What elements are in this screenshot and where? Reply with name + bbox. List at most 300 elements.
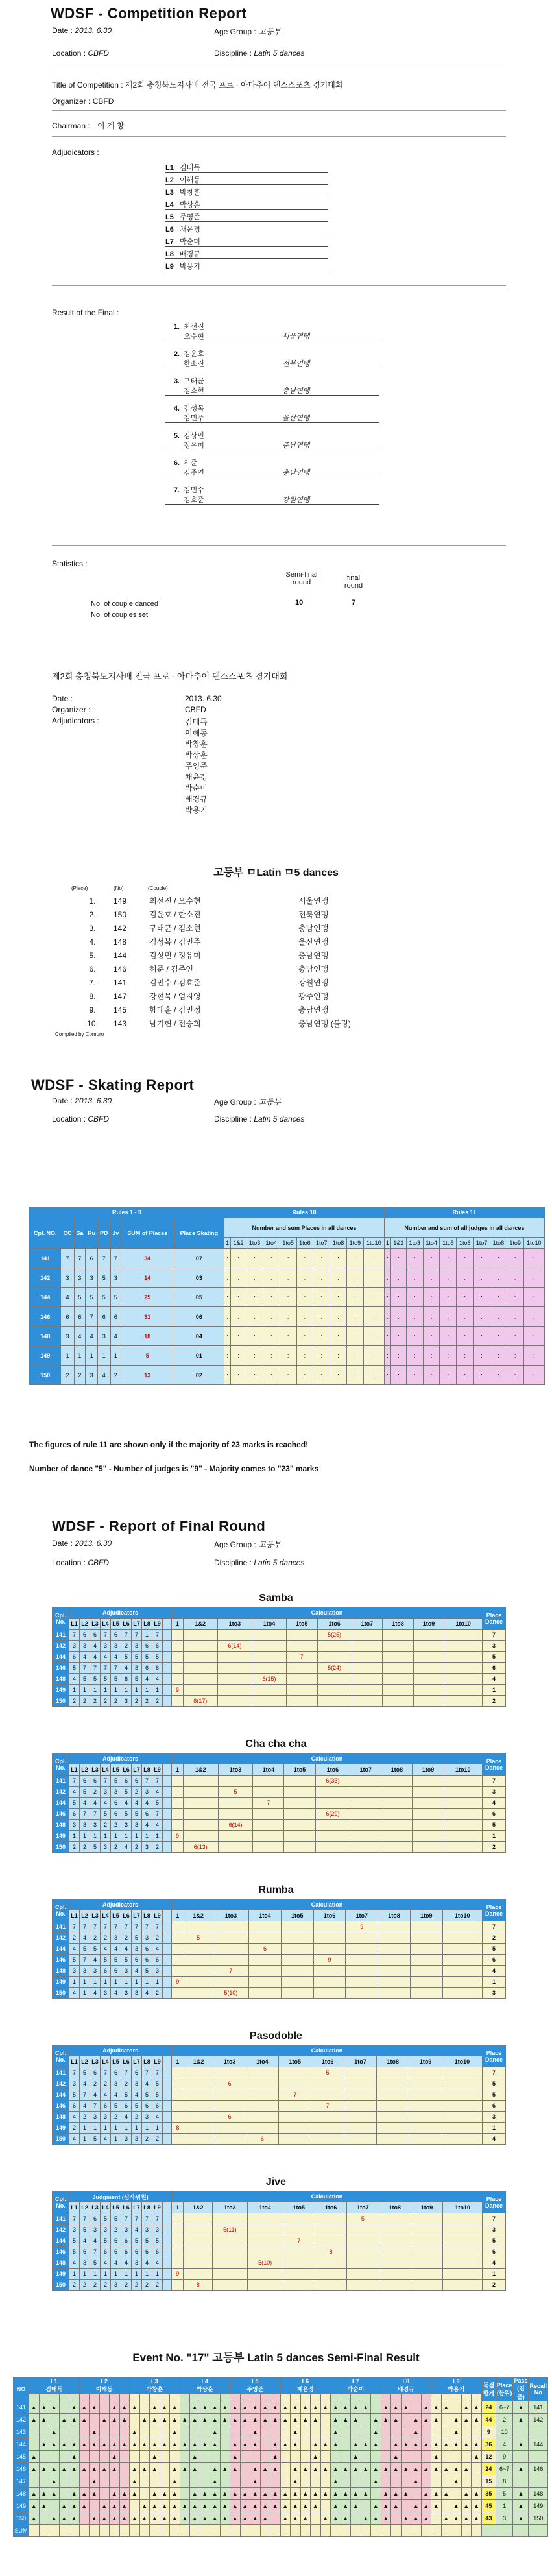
summary-row	[71, 921, 435, 935]
sk-r11-cell: :	[384, 1249, 390, 1268]
sk-r11-cell: :	[490, 1249, 507, 1268]
sf-dance-subcol	[79, 2394, 90, 2401]
sf-mark-cell: ▲	[270, 2500, 281, 2512]
sf-mark-cell: ▲	[49, 2475, 60, 2488]
sf-mark-cell	[361, 2426, 371, 2438]
sf-mark-cell	[351, 2475, 361, 2488]
fr-calc-col: 1to10	[442, 2056, 482, 2067]
sf-mark-cell: ▲	[110, 2438, 120, 2451]
sk-calc-col: 1to4	[423, 1238, 440, 1249]
fr-calc-cell	[443, 2280, 483, 2291]
sf-mark-cell: ▲	[300, 2414, 311, 2426]
fr-calc-cell	[172, 1809, 184, 1820]
fr-calc-cell	[184, 2078, 213, 2089]
fr-mark: 1	[111, 2123, 121, 2134]
sk-dance-place: 7	[74, 1249, 86, 1268]
fr-mark: 7	[132, 1921, 142, 1932]
sf-mark-cell: ▲	[351, 2500, 361, 2512]
sf-mark-cell	[139, 2451, 150, 2463]
fr-mark: 3	[101, 1988, 111, 1999]
fr-age-label: Age Group :	[214, 1540, 256, 1549]
sf-mark-cell: ▲	[421, 2401, 431, 2414]
fr-calc-cell	[281, 1944, 313, 1955]
sk-calc-col: 1	[384, 1238, 390, 1249]
fr-mark: 4	[111, 1652, 121, 1663]
fr-mark: 5	[69, 2246, 80, 2257]
fr-calc-col: 1to6	[311, 2056, 344, 2067]
sf-row	[14, 2488, 548, 2500]
sf-mark-cell	[29, 2475, 40, 2488]
sk-dance-place: 1	[61, 1346, 74, 1366]
fr-calc-cell	[213, 2269, 248, 2280]
fr-calc-value: 9	[175, 1687, 179, 1693]
fr-calc-cell	[413, 1787, 444, 1798]
fr-mark: 5	[90, 1944, 101, 1955]
fr-calc-col: 1&2	[183, 1764, 218, 1776]
sf-dance-subcol	[270, 2394, 281, 2401]
sf-place: 10	[496, 2426, 513, 2438]
sf-mark-cell: ▲	[180, 2463, 190, 2475]
fr-calc-col: 1	[172, 2056, 184, 2067]
fr-calc-cell	[172, 1932, 184, 1944]
sf-mark-cell	[59, 2426, 69, 2438]
fr-mark: 2	[121, 2280, 132, 2291]
sf-mark-cell	[139, 2488, 150, 2500]
fr-mark: 3	[121, 1988, 132, 1999]
fr-calc-cell	[287, 1630, 318, 1641]
fr-calc-cell	[409, 2089, 442, 2101]
sf-recall	[529, 2426, 548, 2438]
fr-mark: 4	[90, 1652, 101, 1663]
adjudicator-code: L8	[165, 250, 174, 258]
fr-mark: 3	[152, 1966, 163, 1977]
sf-mark-cell: ▲	[250, 2500, 261, 2512]
sf-dance-subcol	[411, 2394, 422, 2401]
fr-mark: 3	[121, 2134, 132, 2145]
sf-mark-cell: ▲	[270, 2438, 281, 2451]
fr-mark: 7	[80, 1921, 90, 1932]
fr-mark: 1	[111, 2269, 121, 2280]
fr-mark: 1	[111, 1831, 121, 1842]
fr-calc-cell	[315, 2235, 346, 2246]
fr-calc-cell	[383, 1685, 414, 1696]
sf-dance-subcol	[391, 2394, 402, 2401]
summary-no: 143	[114, 1018, 127, 1028]
sk-r10-cell: :	[280, 1249, 296, 1268]
dance-row	[53, 1641, 506, 1652]
semi-final-table	[13, 2377, 548, 2537]
sf-sum-cell	[150, 2525, 160, 2537]
fr-spacer	[163, 2246, 172, 2257]
fr-place-value: 7	[483, 2213, 506, 2224]
sf-mark-cell	[139, 2426, 150, 2438]
fr-calc-header: Calculation	[172, 1753, 483, 1764]
fr-spacer	[163, 2235, 172, 2246]
divider	[52, 136, 506, 137]
fr-calc-cell	[183, 1798, 218, 1809]
summary-couple: 구태균 / 김소현	[149, 924, 201, 933]
summary-club: 충남연맹	[298, 1005, 329, 1015]
fr-mark: 1	[90, 2269, 101, 2280]
fr-mark: 6	[142, 1641, 152, 1652]
fr-mark: 5	[152, 1798, 163, 1809]
sf-mark-cell: ▲	[170, 2426, 180, 2438]
fr-mark: 6	[111, 2235, 121, 2246]
sk-r11-cell: :	[474, 1327, 490, 1346]
sf-dance-subcol	[110, 2394, 120, 2401]
fr-calc-cell	[184, 2224, 213, 2235]
sf-mark-cell	[210, 2451, 221, 2463]
fr-judge-col: L2	[80, 2056, 90, 2067]
sk-r10-cell: :	[330, 1346, 347, 1366]
fr-calc-cell	[442, 1977, 482, 1988]
sk-dance-header: Jv	[110, 1218, 121, 1249]
fr-mark: 7	[132, 2213, 142, 2224]
sf-total-header: 득점 합계	[481, 2377, 496, 2401]
final-result-row	[165, 485, 386, 505]
sf-judge-name: 박순미	[347, 2386, 365, 2393]
fr-calc-cell	[213, 2246, 248, 2257]
sk-r11-cell: :	[440, 1288, 457, 1307]
fr-calc-cell	[409, 2078, 442, 2089]
sf-mark-cell: ▲	[190, 2463, 200, 2475]
fr-calc-value: 7	[300, 1654, 304, 1660]
sf-mark-cell: ▲	[220, 2500, 230, 2512]
fr-place-value: 7	[483, 1776, 506, 1787]
fr-calc-cell	[350, 1820, 381, 1831]
fr-mark: 5	[132, 1674, 142, 1685]
sf-mark-cell	[472, 2426, 482, 2438]
fr-calc-cell	[377, 2134, 409, 2145]
fr-calc-cell	[249, 1921, 282, 1932]
sf-mark-cell	[391, 2426, 402, 2438]
sf-mark-cell: ▲	[160, 2500, 170, 2512]
fr-place-value: 1	[483, 1685, 506, 1696]
fr-cpl-no: 150	[53, 1696, 69, 1707]
fr-calc-cell	[311, 2112, 344, 2123]
sf-mark-cell	[351, 2512, 361, 2525]
dance-row	[53, 1932, 506, 1944]
fr-mark: 2	[80, 1842, 90, 1853]
sf-no: 150	[14, 2512, 29, 2525]
fr-calc-cell	[347, 2269, 379, 2280]
sf-mark-cell: ▲	[291, 2401, 301, 2414]
sf-mark-cell: ▲	[361, 2401, 371, 2414]
fr-calc-cell	[172, 1696, 184, 1707]
fr-mark: 6	[111, 1630, 121, 1641]
sf-mark-cell: ▲	[49, 2463, 60, 2475]
fr-calc-col: 1&2	[184, 2202, 213, 2213]
fr-calc-cell	[284, 1820, 315, 1831]
sf-mark-cell: ▲	[69, 2401, 80, 2414]
fr-calc-col: 1	[172, 2202, 184, 2213]
fr-calc-cell	[381, 1787, 413, 1798]
sf-mark-cell: ▲	[200, 2438, 210, 2451]
fr-calc-cell	[442, 1966, 482, 1977]
sk-calc-col: 1to8	[330, 1238, 347, 1249]
sf-mark-cell: ▲	[130, 2488, 140, 2500]
sf-mark-cell: ▲	[270, 2463, 281, 2475]
fr-mark: 3	[101, 1842, 111, 1853]
sf-sum-cell	[441, 2525, 451, 2537]
fr-mark: 3	[132, 2078, 142, 2089]
fr-mark: 4	[132, 2089, 142, 2101]
fr-mark: 2	[132, 2112, 142, 2123]
sk-dance-place: 1	[74, 1346, 86, 1366]
sf-mark-cell	[250, 2451, 261, 2463]
sk-calc-col: 1&2	[390, 1238, 406, 1249]
summary-no: 141	[114, 978, 127, 987]
sf-mark-cell: ▲	[99, 2500, 110, 2512]
sf-judge-header	[280, 2377, 331, 2394]
fr-mark: 1	[90, 1831, 101, 1842]
fr-calc-cell	[213, 2280, 248, 2291]
sf-mark-cell: ▲	[250, 2463, 261, 2475]
fr-calc-cell	[410, 1921, 442, 1932]
fr-mark: 4	[132, 1798, 142, 1809]
sf-place: 6~7	[496, 2401, 513, 2414]
sf-mark-cell	[240, 2463, 250, 2475]
fr-mark: 1	[111, 1685, 121, 1696]
fr-calc-cell	[411, 2224, 442, 2235]
sk-place-value: 06	[174, 1307, 224, 1327]
sf-mark-cell: ▲	[220, 2414, 230, 2426]
fr-calc-cell	[172, 2213, 184, 2224]
fr-mark: 4	[121, 1663, 132, 1674]
fr-calc-cell	[444, 1842, 482, 1853]
fr-mark: 2	[90, 2078, 101, 2089]
fr-cpl-no: 144	[53, 2235, 69, 2246]
sf-mark-cell	[220, 2426, 230, 2438]
fr-calc-col: 1to6	[315, 2202, 346, 2213]
summary-organizer-label: Organizer :	[52, 705, 91, 714]
fr-calc-cell	[281, 1932, 313, 1944]
sf-mark-cell: ▲	[69, 2414, 80, 2426]
fr-calc-cell	[315, 1798, 350, 1809]
sf-mark-cell: ▲	[49, 2488, 60, 2500]
sf-judge-code: L2	[101, 2378, 108, 2385]
fr-calc-cell	[413, 1663, 444, 1674]
fr-calc-value: 5(10)	[258, 2259, 272, 2266]
fr-calc-cell	[253, 1787, 284, 1798]
fr-mark: 5	[142, 1966, 152, 1977]
fr-calc-col: 1&2	[184, 2056, 213, 2067]
fr-calc-cell	[443, 2224, 483, 2235]
fr-mark: 4	[90, 2089, 101, 2101]
fr-mark: 3	[101, 1641, 111, 1652]
sf-dance-subcol	[160, 2394, 170, 2401]
sk-r11-cell: :	[406, 1346, 423, 1366]
sf-mark-cell	[280, 2451, 291, 2463]
sf-mark-cell: ▲	[401, 2512, 411, 2525]
sf-mark-cell: ▲	[200, 2488, 210, 2500]
fr-calc-value: 5	[361, 2215, 365, 2222]
sf-mark-cell: ▲	[270, 2414, 281, 2426]
sk-r10-cell: :	[330, 1249, 347, 1268]
final-lead: 김상민	[184, 432, 204, 440]
sf-mark-cell: ▲	[190, 2500, 200, 2512]
fr-cpl-no: 144	[53, 2089, 69, 2101]
sk-r11-cell: :	[406, 1288, 423, 1307]
fr-mark: 6	[142, 1944, 152, 1955]
sf-mark-cell: ▲	[99, 2512, 110, 2525]
fr-calc-col: 1to9	[410, 1910, 442, 1921]
sf-recall-header: Recall No	[529, 2377, 548, 2401]
sf-mark-cell: ▲	[341, 2488, 351, 2500]
category-title: 고등부 ㅁLatin ㅁ5 dances	[213, 867, 339, 878]
fr-spacer	[163, 1988, 172, 1999]
fr-calc-cell	[283, 2213, 315, 2224]
fr-calc-cell	[183, 1831, 218, 1842]
fr-cpl-no: 146	[53, 1809, 69, 1820]
fr-mark: 4	[142, 2257, 152, 2269]
fr-judge-col: L8	[142, 2056, 152, 2067]
fr-calc-cell	[411, 2257, 442, 2269]
fr-mark: 1	[142, 1685, 152, 1696]
fr-calc-cell	[409, 2123, 442, 2134]
fr-calc-cell	[379, 2224, 411, 2235]
sf-mark-cell	[391, 2475, 402, 2488]
dance-row	[53, 1820, 506, 1831]
fr-place-value: 4	[483, 1798, 506, 1809]
sf-dance-subcol	[99, 2394, 110, 2401]
fr-mark: 1	[152, 1685, 163, 1696]
fr-calc-cell	[381, 1820, 413, 1831]
fr-calc-cell	[213, 1944, 249, 1955]
compiled-by: Compiled by Comuro	[55, 1031, 104, 1037]
sf-mark-cell: ▲	[431, 2451, 442, 2463]
competition-report	[0, 0, 552, 623]
sf-mark-cell: ▲	[210, 2414, 221, 2426]
fr-mark: 5	[121, 1809, 132, 1820]
sk-r11-cell: :	[490, 1268, 507, 1288]
fr-mark: 3	[101, 2224, 111, 2235]
fr-cpl-no: 149	[53, 1977, 69, 1988]
final-lead: 허준	[184, 459, 198, 467]
semi-final-title: Event No. "17" 고등부 Latin 5 dances Semi-Final Result	[132, 2352, 420, 2364]
sf-sum-cell	[170, 2525, 180, 2537]
sk-r11-cell: :	[423, 1307, 440, 1327]
sf-mark-cell: ▲	[331, 2426, 341, 2438]
fr-calc-cell	[344, 2078, 376, 2089]
sf-no: 147	[14, 2475, 29, 2488]
fr-calc-cell	[378, 1988, 411, 1999]
fr-calc-cell	[352, 1652, 383, 1663]
sk-r10-cell: :	[263, 1346, 280, 1366]
fr-calc-cell	[279, 2089, 311, 2101]
fr-place-value: 5	[483, 1652, 506, 1663]
sf-total: 15	[481, 2475, 496, 2488]
sf-mark-cell: ▲	[200, 2414, 210, 2426]
fr-judge-col: L9	[152, 2202, 163, 2213]
sk-r11-cell: :	[384, 1366, 390, 1385]
fr-calc-cell	[442, 2101, 482, 2112]
sk-r11-cell: :	[457, 1249, 474, 1268]
fr-calc-col: 1to8	[377, 2056, 409, 2067]
summary-no: 147	[114, 991, 127, 1001]
fr-mark: 7	[90, 2246, 101, 2257]
sf-mark-cell: ▲	[472, 2488, 482, 2500]
fr-calc-cell	[253, 1798, 284, 1809]
fr-date-value: 2013. 6.30	[75, 1539, 112, 1548]
sf-mark-cell	[421, 2451, 431, 2463]
summary-place: 8.	[89, 991, 96, 1001]
sf-dance-subcol	[240, 2394, 250, 2401]
dance-row	[53, 2257, 506, 2269]
fr-calc-cell	[317, 1663, 352, 1674]
sf-mark-cell: ▲	[190, 2414, 200, 2426]
summary-date-value: 2013. 6.30	[185, 694, 222, 703]
sf-mark-cell: ▲	[69, 2451, 80, 2463]
sf-mark-cell: ▲	[170, 2475, 180, 2488]
sk-dance-place: 6	[98, 1307, 111, 1327]
fr-mark: 5	[90, 2134, 101, 2145]
fr-judge-col: L8	[142, 1910, 152, 1921]
sk-dance-place: 7	[110, 1249, 121, 1268]
fr-mark: 1	[69, 1831, 80, 1842]
sf-judge-name: 박용기	[448, 2386, 465, 2393]
sk-calc-col: 1to7	[474, 1238, 490, 1249]
sf-mark-cell: ▲	[59, 2463, 69, 2475]
fr-cpl-no: 149	[53, 1685, 69, 1696]
sf-mark-cell	[320, 2500, 331, 2512]
sk-r10-cell: :	[231, 1268, 246, 1288]
fr-calc-cell	[442, 1932, 482, 1944]
fr-place-value: 3	[483, 1988, 506, 1999]
sf-sum-cell	[320, 2525, 331, 2537]
fr-calc-header: Calculation	[172, 2045, 483, 2056]
dance-row	[53, 1696, 506, 1707]
sf-mark-cell: ▲	[341, 2512, 351, 2525]
fr-calc-col: 1to8	[381, 1764, 413, 1776]
stat-col-final: final round	[344, 574, 363, 590]
adjudicator-name: 김태득	[180, 164, 200, 172]
sf-mark-cell: ▲	[371, 2475, 381, 2488]
sf-mark-cell: ▲	[320, 2438, 331, 2451]
fr-mark: 3	[90, 2112, 101, 2123]
fr-mark: 6	[80, 2246, 90, 2257]
fr-mark: 6	[90, 1630, 101, 1641]
fr-calc-cell	[172, 2257, 184, 2269]
fr-mark: 7	[111, 1921, 121, 1932]
sk-sum	[121, 1366, 174, 1385]
fr-spacer	[163, 1944, 172, 1955]
summary-couple: 허준 / 김주연	[149, 965, 193, 974]
sk-r10-cell: :	[363, 1346, 384, 1366]
sf-place: 4	[496, 2438, 513, 2451]
sf-dance-subcol	[421, 2394, 431, 2401]
adjudicator-code: L2	[165, 176, 174, 184]
statistics-label: Statistics :	[52, 559, 88, 568]
fr-mark: 2	[69, 1842, 80, 1853]
fr-mark: 1	[152, 2269, 163, 2280]
fr-calc-cell	[172, 1787, 184, 1798]
sk-r10-cell: :	[231, 1288, 246, 1307]
adjudicators-label: Adjudicators :	[52, 148, 99, 157]
fr-calc-cell	[218, 1809, 253, 1820]
fr-mark: 6	[101, 2101, 111, 2112]
sf-mark-cell: ▲	[451, 2414, 462, 2426]
fr-mark: 7	[80, 1809, 90, 1820]
fr-calc-cell	[442, 1955, 482, 1966]
adjudicator-code: L1	[165, 164, 174, 172]
fr-spacer	[163, 1977, 172, 1988]
fr-calc-cell	[352, 1641, 383, 1652]
sf-mark-cell	[139, 2475, 150, 2488]
sk-r10-cell: :	[330, 1268, 347, 1288]
fr-calc-cell	[347, 2213, 379, 2224]
sf-sum-cell	[401, 2525, 411, 2537]
